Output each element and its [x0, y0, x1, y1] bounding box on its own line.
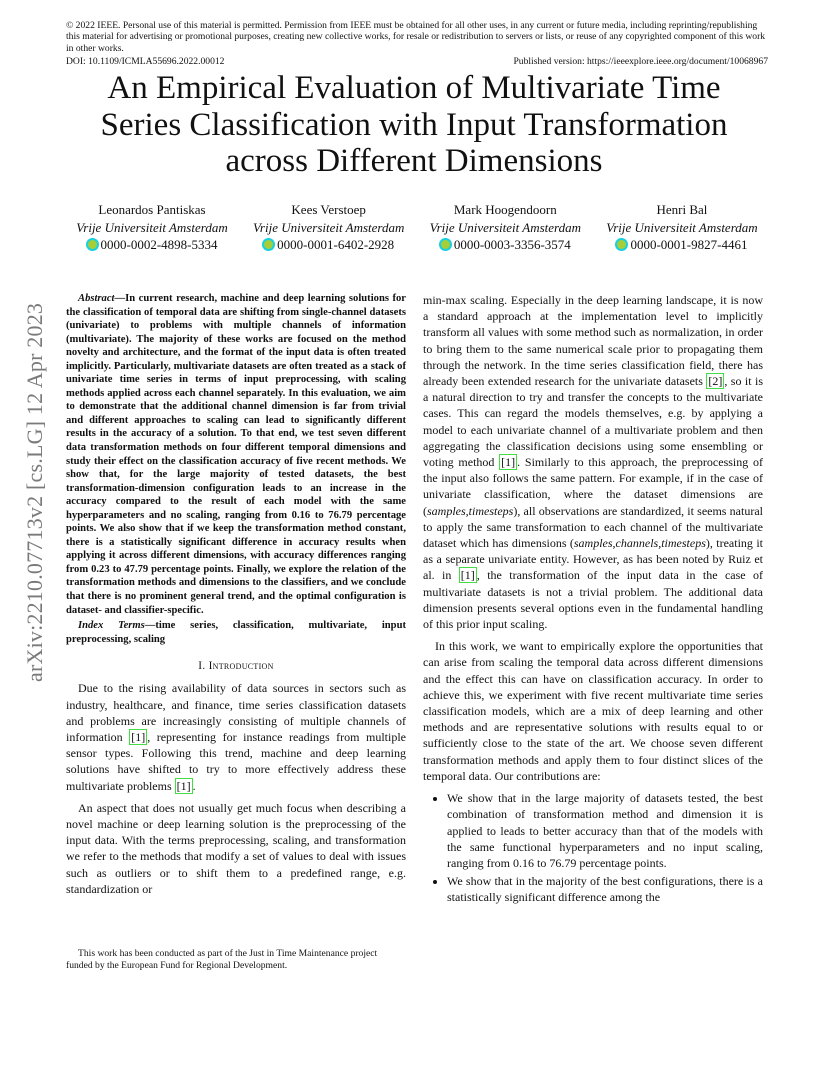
- orcid-link[interactable]: [263, 236, 394, 254]
- author-affiliation: Vrije Universiteit Amsterdam: [76, 219, 228, 235]
- orcid-id: 0000-0003-3356-3574: [453, 237, 571, 252]
- orcid-link[interactable]: [87, 236, 218, 254]
- text-run: , representing for instance readings from multiple sensor types. Following this trend, machine and deep learning solutions have shifted to try to more effectively address these multivariate problems: [66, 730, 407, 793]
- text-run: min-max scaling. Especially in the deep learning landscape, it is now a standard approach at the implementation level to implicitly transform all values with some method such as normalization, in order to bring them to the same numerical scale prior to propagating them through the network. In the time series classification field, there has already been extended research for the univariate datasets: [423, 293, 763, 389]
- paper-title: An Empirical Evaluation of Multivariate Time Series Classification with Input Transformation across Different Dimensions: [100, 70, 728, 179]
- abstract: [66, 292, 406, 617]
- citation-link[interactable]: [1]: [176, 778, 191, 793]
- paragraph: [66, 680, 406, 793]
- published-version: Published version: https://ieeexplore.ieee.org/document/10068967: [513, 56, 768, 67]
- text-run: Due to the rising availability of data sources in sectors such as industry, healthcare, and finance, time series classification datasets and problems are increasingly consisting of multiple channels of information: [66, 681, 406, 745]
- author-affiliation: Vrije Universiteit Amsterdam: [252, 219, 405, 235]
- text-run: ), all observations are standardized, it seems natural to apply the same transformation to each channel of the multivariate dataset which has dimensions (: [423, 503, 763, 551]
- abstract-text: —In current research, machine and deep learning solutions for the classification of temporal data are shifting from single-channel datasets (univariate) to problems with multiple channels of information (multivariate). The majority of these works are focused on the method novelty and architecture, and the format of the input data is often treated implicitly. Particularly, multivariate datasets are often treated as a stack of univariate time series in terms of input preprocessing, with scaling methods applied across each channel separately. In this evaluation, we aim to demonstrate that the additional channel dimension is far from trivial and different approaches to scaling can lead to significantly different results in the accuracy of a solution. To that end, we test seven different data transformation methods on four different temporal dimensions and study their effect on the classification accuracy of five recent methods. We show that, for the large majority of tested datasets, the best transformation-dimension configuration leads to an increase in the accuracy compared to the result of each model with the same hyperparameters and no scaling, ranging from 0.16 to 76.79 percentage points. We also show that if we keep the transformation method constant, there is a statistically significant difference in accuracy results when applying it across different dimensions, with accuracy differences ranging from 0.23 to 47.79 percentage points. Finally, we explore the relation of the transformation methods and dimensions to the classifiers, and we conclude that there is no prominent general trend, and the optimal configuration is dataset- and classifier-specific.: [66, 293, 406, 616]
- index-terms: [66, 619, 406, 646]
- doi-row: [66, 56, 768, 67]
- copyright-notice: © 2022 IEEE. Personal use of this material is permitted. Permission from IEEE must be obtained for all other uses, in any current or future media, including reprinting/republishing this material for advertising or promotional purposes, creating new collective works, for resale or redistribution to servers or lists, or reuse of any copyrighted component of this work in other works.: [66, 20, 766, 54]
- text-run: . Similarly to this approach, the preprocessing of the input also follows the same pattern. For example, if in the case of univariate classification, where the dataset dimensions are (: [423, 455, 763, 518]
- index-terms-label: Index Terms: [78, 620, 145, 632]
- author-name: Leonardos Pantiskas: [98, 202, 206, 217]
- abstract-label: Abstract: [78, 293, 115, 304]
- left-column: [66, 292, 406, 903]
- citation-link[interactable]: [1]: [131, 730, 146, 745]
- author-block: [66, 201, 238, 255]
- contributions-list: [423, 790, 763, 905]
- citation-link[interactable]: [1]: [460, 568, 475, 583]
- author-list: [66, 201, 768, 255]
- author-name: Henri Bal: [656, 202, 708, 217]
- orcid-link[interactable]: [616, 236, 747, 254]
- orcid-link[interactable]: [440, 236, 571, 254]
- author-name: Kees Verstoep: [291, 202, 366, 217]
- paragraph: [423, 292, 763, 632]
- index-terms-text: —time series, classification, multivariate, input preprocessing, scaling: [66, 620, 406, 645]
- paragraph: An aspect that does not usually get much focus when describing a novel machine or deep learning solution is the preprocessing of the input data. With the terms preprocessing, scaling, and transformation we refer to the methods that modify a set of values to deal with issues such as outliers or to shift them to a predefined range, e.g. standardization or: [66, 800, 406, 896]
- citation-link[interactable]: [1]: [501, 455, 516, 470]
- right-column: [423, 292, 763, 908]
- orcid-icon: [440, 239, 451, 250]
- list-item: • We show that in the large majority of datasets tested, the best combination of transformation method and dimension it is applied to leads to better accuracy than that of the models with the same functional hyperparameters and no input scaling, ranging from 0.16 to 76.79 percentage points.: [447, 790, 763, 871]
- dimension-notation: samples,timesteps: [427, 503, 514, 518]
- orcid-id: 0000-0001-6402-2928: [277, 237, 395, 252]
- text-run: , so it is a natural direction to try and transfer the concepts to the multivariate cases. This can regard the models themselves, e.g. by applying a model to each univariate channel of a multivariate problem and then aggregating the classification decisions using some ensembling or voting method: [423, 374, 764, 470]
- text-run: , the transformation of the input data in the case of multivariate datasets is not a trivial problem. The additional data dimension presents several options even in the fundamental handling of this prior input scaling.: [423, 568, 763, 632]
- paragraph: In this work, we want to empirically explore the opportunities that can arise from scaling the temporal data across different dimensions and the effect this can have on classification accuracy. In order to achieve this, we experiment with five recent multivariate time series classification models, which are a mix of deep learning and other methods and are representative solutions with results equal to or sufficiently close to the state of the art. We choose seven different transformation methods and apply them to four distinct slices of the temporal data. Our contributions are:: [423, 639, 763, 783]
- orcid-icon: [263, 239, 274, 250]
- text-run: .: [192, 778, 196, 793]
- text-run: ), treating it as a separate univariate entity. However, as has been noted by Ruiz et al. in: [423, 536, 763, 583]
- section-heading: I. Introduction: [198, 660, 274, 673]
- author-affiliation: Vrije Universiteit Amsterdam: [606, 219, 758, 235]
- orcid-id: 0000-0002-4898-5334: [100, 237, 218, 252]
- author-block: [596, 201, 768, 255]
- dimension-notation: samples,channels,timesteps: [573, 536, 706, 551]
- list-item: • We show that in the majority of the best configurations, there is a statistically significant difference among the: [447, 873, 763, 905]
- orcid-id: 0000-0001-9827-4461: [630, 237, 748, 252]
- author-name: Mark Hoogendoorn: [453, 202, 557, 217]
- doi: DOI: 10.1109/ICMLA55696.2022.00012: [66, 56, 225, 67]
- citation-link[interactable]: [2]: [708, 374, 723, 389]
- footnote: This work has been conducted as part of the Just in Time Maintenance project funded by the European Fund for Regional Development.: [66, 948, 378, 971]
- author-block: [243, 201, 415, 255]
- author-block: [419, 201, 591, 255]
- orcid-icon: [616, 239, 627, 250]
- author-affiliation: Vrije Universiteit Amsterdam: [429, 219, 582, 235]
- arxiv-stamp: arXiv:2210.07713v2 [cs.LG] 12 Apr 2023: [22, 302, 47, 682]
- orcid-icon: [87, 239, 98, 250]
